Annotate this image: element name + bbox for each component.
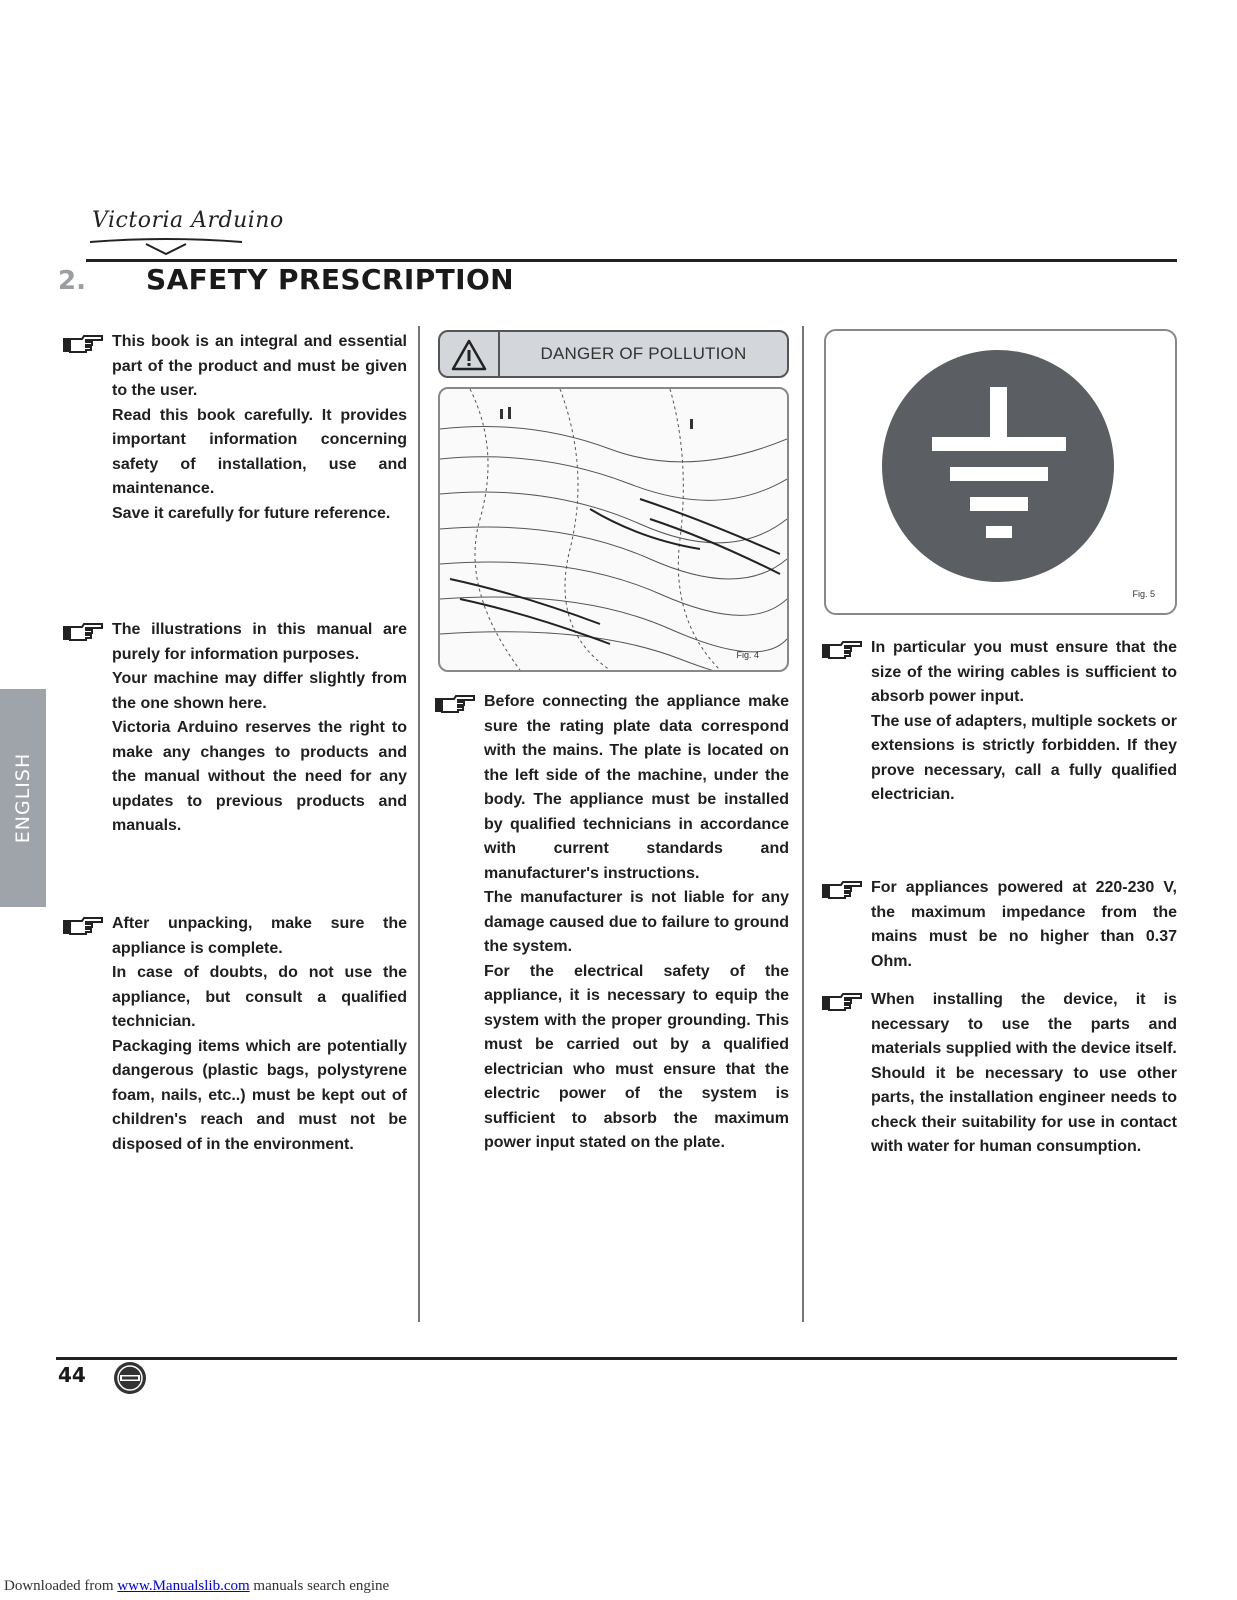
download-prefix: Downloaded from bbox=[4, 1578, 118, 1594]
danger-label: DANGER OF POLLUTION bbox=[540, 344, 747, 363]
section-title: SAFETY PRESCRIPTION bbox=[146, 263, 514, 296]
note-paragraph: Read this book carefully. It provides important information concerning safety of installation, use and maintenance. bbox=[112, 406, 407, 497]
note-paragraph: For the electrical safety of the appliance, it is necessary to equip the system with the proper grounding. This must be carried out by a qualified electrician who must ensure that the electric power of the system is sufficient to absorb the maximum power input stated on the plate. bbox=[484, 962, 789, 1151]
note-paragraph: Before connecting the appliance make sure the rating plate data correspond with the mains. The plate is located on the left side of the machine, under the body. The appliance must be installed by qualified technicians in accordance with current standards and manufacturer's instructions. bbox=[484, 693, 789, 882]
brand-logo: Victoria Arduino bbox=[92, 208, 284, 233]
warning-triangle-icon bbox=[450, 338, 488, 372]
figure-caption: Fig. 4 bbox=[736, 650, 759, 660]
note-paragraph: This book is an integral and essential part of the product and must be given to the user. bbox=[112, 333, 407, 399]
pointing-hand-icon bbox=[821, 638, 863, 662]
note-paragraph: Should it be necessary to use other parts, the installation engineer needs to check their suitability for use in contact with water for human consumption. bbox=[871, 1064, 1177, 1155]
pointing-hand-icon bbox=[434, 692, 476, 716]
note-paragraph: Victoria Arduino reserves the right to make any changes to products and the manual without the need for any updates to previous products and manuals. bbox=[112, 719, 407, 834]
ground-symbol-drawing bbox=[826, 331, 1175, 613]
pointing-hand-icon bbox=[62, 332, 104, 356]
header-rule bbox=[86, 259, 1177, 262]
column-divider bbox=[802, 326, 804, 1322]
download-suffix: manuals search engine bbox=[249, 1578, 390, 1594]
danger-banner bbox=[438, 330, 789, 378]
note-paragraph: The manufacturer is not liable for any damage caused due to failure to ground the system. bbox=[484, 889, 789, 955]
footer-rule bbox=[56, 1357, 1177, 1360]
note-paragraph: In particular you must ensure that the size of the wiring cables is sufficient to absorb power input. bbox=[871, 639, 1177, 705]
section-number: 2. bbox=[58, 266, 86, 296]
language-tab bbox=[0, 689, 46, 907]
manualslib-link[interactable]: www.Manualslib.com bbox=[117, 1578, 250, 1594]
note-paragraph: In case of doubts, do not use the appliance, but consult a qualified technician. bbox=[112, 964, 407, 1030]
language-tab-label: ENGLISH bbox=[12, 752, 34, 844]
pointing-hand-icon bbox=[821, 990, 863, 1014]
pointing-hand-icon bbox=[821, 878, 863, 902]
note-paragraph: Packaging items which are potentially dangerous (plastic bags, polystyrene foam, nails, etc..) must be kept out of children's reach and must not be disposed of in the environment. bbox=[112, 1037, 407, 1153]
pollution-illustration bbox=[438, 387, 789, 672]
pointing-hand-icon bbox=[62, 620, 104, 644]
brand-logo-underline bbox=[86, 206, 246, 258]
page-number: 44 bbox=[58, 1363, 86, 1387]
note-paragraph: Save it carefully for future reference. bbox=[112, 504, 391, 522]
ground-symbol-figure bbox=[824, 329, 1177, 615]
note-paragraph: Your machine may differ slightly from the one shown here. bbox=[112, 670, 407, 712]
ground-symbol-disc bbox=[882, 350, 1114, 582]
note-paragraph: When installing the device, it is necessary to use the parts and materials supplied with the device itself. bbox=[871, 991, 1177, 1057]
note-paragraph: For appliances powered at 220-230 V, the maximum impedance from the mains must be no higher than 0.37 Ohm. bbox=[871, 879, 1177, 970]
download-notice bbox=[4, 1578, 389, 1595]
column-divider bbox=[418, 326, 420, 1322]
pointing-hand-icon bbox=[62, 914, 104, 938]
brand-badge-icon bbox=[112, 1360, 148, 1396]
polluted-landscape-drawing bbox=[440, 389, 787, 670]
note-paragraph: The use of adapters, multiple sockets or extensions is strictly forbidden. If they prove necessary, call a fully qualified electrician. bbox=[871, 712, 1177, 803]
note-paragraph: The illustrations in this manual are purely for information purposes. bbox=[112, 621, 407, 663]
figure-caption: Fig. 5 bbox=[1132, 589, 1155, 599]
note-paragraph: After unpacking, make sure the appliance is complete. bbox=[112, 915, 407, 957]
